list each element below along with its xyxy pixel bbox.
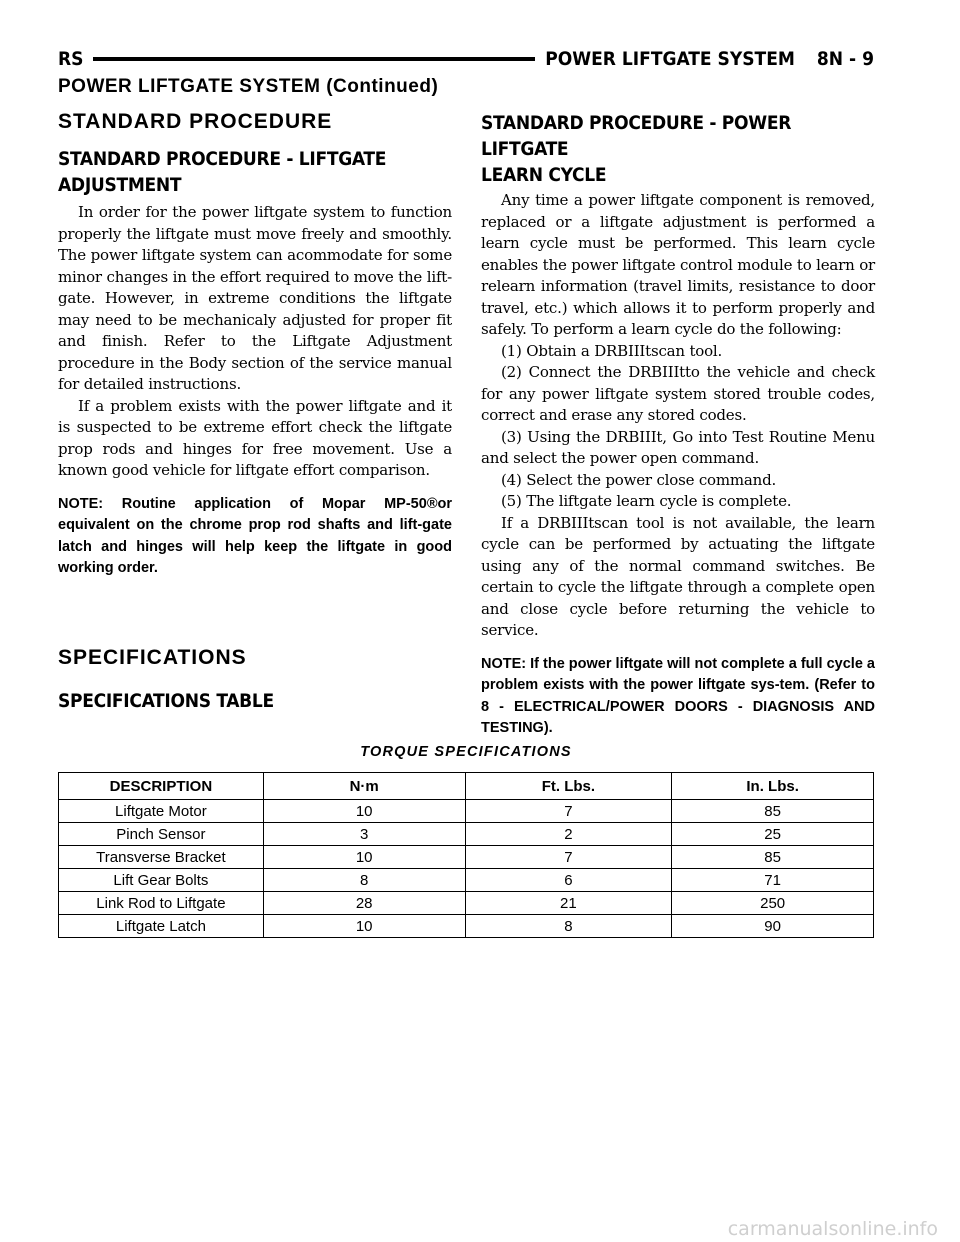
header-rule xyxy=(93,57,535,61)
liftgate-adjustment-heading xyxy=(58,146,452,198)
adjustment-paragraph-1: In order for the power liftgate system to function properly the liftgate must move freely and smoothly. The power liftgate system can acommodate for some minor changes in the effort required to move the lift-gate. However, in extreme conditions the liftgate may need to be mechanicaly adjusted for proper fit and finish. Refer to the Liftgate Adjustment procedure in the Body section of the service manual for detailed instructions. xyxy=(58,203,452,393)
table-row xyxy=(59,823,874,846)
header-page-number: 8N - 9 xyxy=(816,48,874,70)
specifications-table-heading: SPECIFICATIONS TABLE xyxy=(58,690,274,712)
cell-description: Transverse Bracket xyxy=(59,846,264,869)
cell-ft-lbs: 21 xyxy=(465,892,672,915)
cell-ft-lbs: 7 xyxy=(465,846,672,869)
standard-procedure-heading: STANDARD PROCEDURE xyxy=(58,110,333,133)
learn-cycle-heading-line2: LEARN CYCLE xyxy=(481,164,607,186)
specifications-section xyxy=(58,646,874,938)
column-header-nm: N·m xyxy=(263,773,465,800)
torque-table xyxy=(58,772,874,938)
cell-nm: 10 xyxy=(263,846,465,869)
learn-cycle-step-4: (4) Select the power close command. xyxy=(501,470,777,489)
left-column xyxy=(58,110,452,580)
page-header xyxy=(58,44,874,74)
torque-table-title: TORQUE SPECIFICATIONS xyxy=(360,744,572,760)
header-model-code: RS xyxy=(58,48,84,70)
learn-cycle-heading xyxy=(481,110,875,188)
cell-ft-lbs: 7 xyxy=(465,800,672,823)
cell-in-lbs: 85 xyxy=(672,846,874,869)
table-row xyxy=(59,846,874,869)
learn-cycle-step-3: (3) Using the DRBIIIt, Go into Test Routine Menu and select the power open command. xyxy=(481,427,875,467)
cell-nm: 10 xyxy=(263,915,465,938)
cell-nm: 8 xyxy=(263,869,465,892)
cell-nm: 10 xyxy=(263,800,465,823)
learn-cycle-heading-line1: STANDARD PROCEDURE - POWER LIFTGATE xyxy=(481,112,792,160)
learn-cycle-paragraph-1: Any time a power liftgate component is removed, replaced or a liftgate adjustment is performed a learn cycle must be performed. This learn cycle enables the power liftgate control module to learn or relearn information (travel limits, resistance to door travel, etc.) which allows it to perform properly and safely. To perform a learn cycle do the following: xyxy=(481,191,875,338)
learn-cycle-step-1: (1) Obtain a DRBIIItscan tool. xyxy=(501,341,723,360)
cell-in-lbs: 25 xyxy=(672,823,874,846)
cell-description: Pinch Sensor xyxy=(59,823,264,846)
table-row xyxy=(59,869,874,892)
continued-title: POWER LIFTGATE SYSTEM (Continued) xyxy=(58,76,439,97)
specifications-heading: SPECIFICATIONS xyxy=(58,646,247,669)
column-header-in-lbs: In. Lbs. xyxy=(672,773,874,800)
table-row xyxy=(59,892,874,915)
column-header-ft-lbs: Ft. Lbs. xyxy=(465,773,672,800)
cell-description: Liftgate Motor xyxy=(59,800,264,823)
table-row xyxy=(59,800,874,823)
adjustment-paragraph-2: If a problem exists with the power liftgate and it is suspected to be extreme effort check the liftgate prop rods and hinges for free movement. Use a known good vehicle for liftgate effort comparison. xyxy=(58,396,452,479)
table-row xyxy=(59,915,874,938)
learn-cycle-step-5: (5) The liftgate learn cycle is complete. xyxy=(501,492,792,510)
cell-nm: 3 xyxy=(263,823,465,846)
learn-cycle-note: NOTE: If the power liftgate will not complete a full cycle a problem exists with the power liftgate sys-tem. (Refer to 8 - ELECTRICAL/POWER DOORS - DIAGNOSIS AND TESTING). xyxy=(481,655,875,736)
cell-in-lbs: 71 xyxy=(672,869,874,892)
liftgate-adjustment-heading-line1: STANDARD PROCEDURE - LIFTGATE xyxy=(58,148,387,170)
learn-cycle-step-2: (2) Connect the DRBIIItto the vehicle and check for any power liftgate system stored trouble codes, correct and erase any stored codes. xyxy=(481,363,875,424)
cell-in-lbs: 90 xyxy=(672,915,874,938)
cell-description: Liftgate Latch xyxy=(59,915,264,938)
cell-description: Link Rod to Liftgate xyxy=(59,892,264,915)
adjustment-note: NOTE: Routine application of Mopar MP-50®or equivalent on the chrome prop rod shafts and lift-gate latch and hinges will help keep the liftgate in good working order. xyxy=(58,495,452,576)
cell-nm: 28 xyxy=(263,892,465,915)
cell-description: Lift Gear Bolts xyxy=(59,869,264,892)
cell-in-lbs: 250 xyxy=(672,892,874,915)
cell-ft-lbs: 8 xyxy=(465,915,672,938)
cell-ft-lbs: 6 xyxy=(465,869,672,892)
site-watermark: carmanualsonline.info xyxy=(727,1218,938,1240)
column-header-description: DESCRIPTION xyxy=(59,773,264,800)
liftgate-adjustment-heading-line2: ADJUSTMENT xyxy=(58,174,182,196)
cell-ft-lbs: 2 xyxy=(465,823,672,846)
torque-table-header-row xyxy=(59,773,874,800)
learn-cycle-paragraph-2: If a DRBIIItscan tool is not available, the learn cycle can be performed by actuating the liftgate using any of the normal command switches. Be certain to cycle the liftgate through a complete open and close cycle before returning the vehicle to service. xyxy=(481,513,875,639)
header-section-title: POWER LIFTGATE SYSTEM xyxy=(545,48,795,70)
cell-in-lbs: 85 xyxy=(672,800,874,823)
